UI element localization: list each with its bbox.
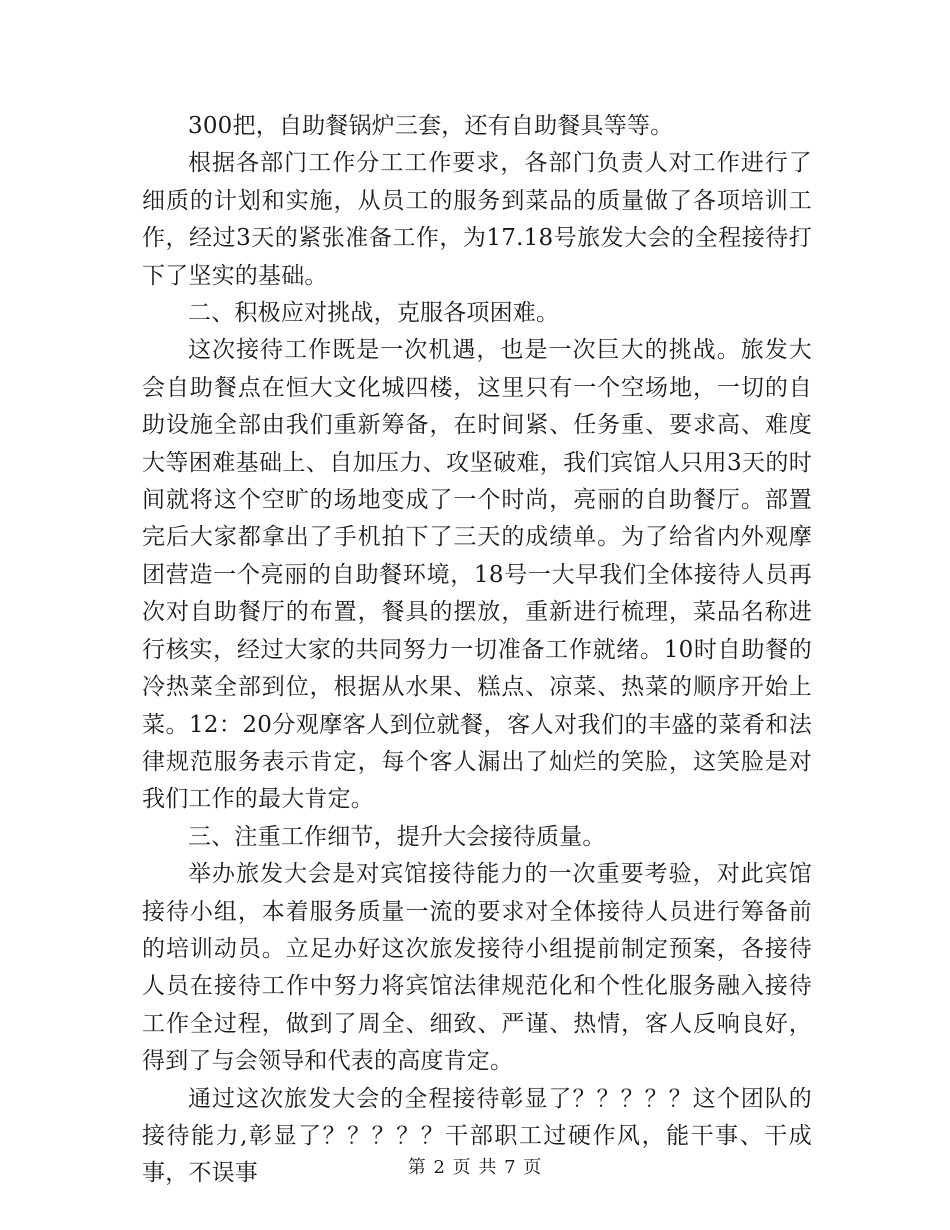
body-text bbox=[142, 108, 812, 1193]
section-heading-two: 二、积极应对挑战，克服各项困难。 bbox=[188, 300, 560, 327]
paragraph-challenge: 这次接待工作既是一次机遇，也是一次巨大的挑战。旅发大会自助餐点在恒大文化城四楼，这里只有一个空场地，一切的自助设施全部由我们重新筹备，在时间紧、任务重、要求高、难度大等困难基础上、自加压力、攻坚破难，我们宾馆人只用3天的时间就将这个空旷的场地变成了一个时尚，亮丽的自助餐厅。部置完后大家都拿出了手机拍下了三天的成绩单。为了给省内外观摩团营造一个亮丽的自助餐环境，18号一大早我们全体接待人员再次对自助餐厅的布置，餐具的摆放，重新进行梳理，菜品名称进行核实，经过大家的共同努力一切准备工作就绪。10时自助餐的冷热菜全部到位，根据从水果、糕点、凉菜、热菜的顺序开始上菜。12：20分观摩客人到位就餐，客人对我们的丰盛的菜肴和法律规范服务表示肯定，每个客人漏出了灿烂的笑脸，这笑脸是对我们工作的最大肯定。 bbox=[142, 337, 812, 813]
page-number-footer: 第 2 页 共 7 页 bbox=[407, 1157, 543, 1178]
paragraph-preparation: 根据各部门工作分工工作要求，各部门负责人对工作进行了细质的计划和实施，从员工的服务到菜品的质量做了各项培训工作，经过3天的紧张准备工作，为17.18号旅发大会的全程接待打下了坚实的基础。 bbox=[142, 150, 812, 289]
paragraph-quality: 举办旅发大会是对宾馆接待能力的一次重要考验，对此宾馆接待小组，本着服务质量一流的要求对全体接待人员进行筹备前的培训动员。立足办好这次旅发接待小组提前制定预案，各接待人员在接待工作中努力将宾馆法律规范化和个性化服务融入接待工作全过程，做到了周全、细致、严谨、热情，客人反响良好，得到了与会领导和代表的高度肯定。 bbox=[142, 861, 812, 1075]
section-heading-three: 三、注重工作细节，提升大会接待质量。 bbox=[188, 823, 606, 850]
paragraph-conclusion: 通过这次旅发大会的全程接待彰显了？？？？？这个团队的接待能力,彰显了？？？？？干部职工过硬作风，能干事、干成事，不误事 bbox=[142, 1085, 812, 1187]
paragraph-continuation: 300把，自助餐锅炉三套，还有自助餐具等等。 bbox=[188, 113, 674, 139]
